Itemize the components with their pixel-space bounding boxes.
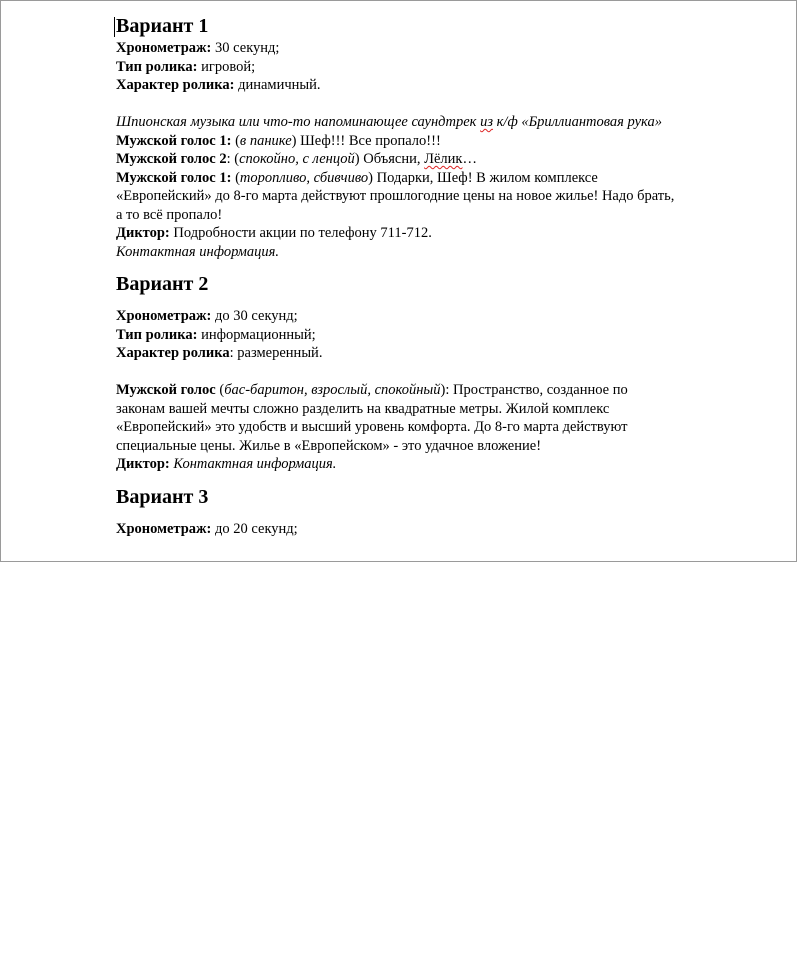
paragraph-gap — [116, 363, 746, 382]
document-text[interactable] — [116, 13, 746, 538]
v2-voice-line-4: специальные цены. Жилье в «Европейском» - это удачное вложение! — [116, 437, 542, 454]
v2-character-line — [116, 344, 746, 363]
v1-l1-close: ) — [291, 132, 297, 149]
v1-contact: Контактная информация. — [116, 243, 279, 260]
v1-duration-label: Хронометраж: — [116, 40, 212, 56]
v1-duration-line — [116, 39, 746, 58]
v3-duration-line — [116, 520, 746, 539]
v2-voice-line — [116, 381, 746, 400]
v2-announcer-line — [116, 455, 746, 474]
text-cursor — [114, 17, 115, 37]
v1-duration-value: 30 секунд; — [215, 40, 280, 56]
v1-line-1 — [116, 132, 746, 151]
v1-l1-label: Мужской голос 1: — [116, 132, 232, 149]
v1-l2-label: Мужской голос 2 — [116, 151, 227, 167]
paragraph-gap — [116, 95, 746, 114]
v1-l2-colon: : — [226, 151, 231, 167]
v3-duration-label: Хронометраж: — [116, 520, 212, 537]
v1-l3-open: ( — [235, 169, 240, 186]
v1-character-value: динамичный. — [238, 77, 321, 93]
v1-l3-remark: торопливо, сбивчиво — [239, 169, 369, 186]
paragraph-gap — [116, 261, 746, 271]
v2-duration-label: Хронометраж: — [116, 308, 212, 324]
variant-3-heading: Вариант 3 — [116, 485, 209, 508]
v2-voice-close: ): — [440, 382, 450, 398]
v1-character-label: Характер ролика: — [116, 77, 235, 93]
v2-duration-value: до 30 секунд; — [215, 308, 298, 324]
v2-character-value: : размеренный. — [229, 345, 323, 361]
v2-type-label: Тип ролика: — [116, 326, 198, 343]
v1-line-2 — [116, 150, 746, 169]
v2-announcer-value: Контактная информация. — [173, 456, 337, 472]
v2-announcer-label: Диктор: — [116, 456, 170, 472]
v1-l2-open: ( — [234, 151, 240, 167]
v2-character-label: Характер ролика — [116, 345, 230, 361]
v1-l1-text: Шеф!!! Все пропало!!! — [300, 132, 441, 149]
v1-type-value: игровой; — [201, 58, 256, 75]
v1-line-3c: а то всё пропало! — [116, 206, 223, 223]
v2-duration-line — [116, 307, 746, 326]
v1-l2-remark: спокойно, с ленцой — [239, 151, 355, 167]
v1-music-post: к/ф «Бриллиантовая рука» — [493, 114, 662, 130]
v2-type-line — [116, 326, 746, 345]
v2-type-value: информационный; — [201, 326, 316, 343]
v2-voice-label: Мужской голос — [116, 382, 216, 398]
v1-line-3b: «Европейский» до 8-го марта действуют прошлогодние цены на новое жилье! Надо брать, — [116, 188, 675, 204]
v2-voice-line-2: законам вашей мечты сложно разделить на квадратные метры. Жилой комплекс — [116, 400, 610, 417]
v1-l3-close: ) — [368, 169, 374, 186]
v1-announcer-label: Диктор: — [116, 225, 170, 241]
v2-voice-line-3: «Европейский» это удобств и высший уровень комфорта. До 8-го марта действуют — [116, 419, 628, 435]
v1-type-label: Тип ролика: — [116, 58, 198, 75]
v1-l2-text: Объясни, — [363, 151, 425, 167]
v1-contact-line — [116, 243, 746, 262]
v1-l3-label: Мужской голос 1: — [116, 169, 232, 186]
v1-type-line — [116, 58, 746, 77]
paragraph-gap — [116, 510, 746, 520]
paragraph-gap — [116, 474, 746, 484]
variant-2-heading: Вариант 2 — [116, 273, 209, 295]
v1-music-spelling-error: из — [480, 114, 494, 130]
paragraph-gap — [116, 297, 746, 307]
variant-1-heading: Вариант 1 — [116, 15, 209, 37]
v1-l2-tail: … — [462, 151, 477, 167]
v2-voice-open: ( — [219, 382, 225, 398]
v1-l2-spelling-error: Лёлик — [424, 151, 463, 167]
v1-l1-remark: в панике — [239, 132, 292, 149]
v1-l3-text: Подарки, Шеф! В жилом комплексе — [376, 169, 598, 186]
v2-voice-remark: бас-баритон, взрослый, спокойный — [224, 382, 441, 398]
v1-line-3 — [116, 169, 746, 188]
v1-announcer-value: Подробности акции по телефону 711-712. — [173, 225, 432, 241]
v1-announcer-line — [116, 224, 746, 243]
v1-l1-open: ( — [235, 132, 240, 149]
v2-voice-text: Пространство, созданное по — [453, 382, 628, 398]
v1-l2-close: ) — [354, 151, 360, 167]
v1-character-line — [116, 76, 746, 95]
v1-music-line — [116, 113, 746, 132]
v1-music-pre: Шпионская музыка или что-то напоминающее саундтрек — [116, 114, 481, 130]
v3-duration-value: до 20 секунд; — [215, 520, 298, 537]
